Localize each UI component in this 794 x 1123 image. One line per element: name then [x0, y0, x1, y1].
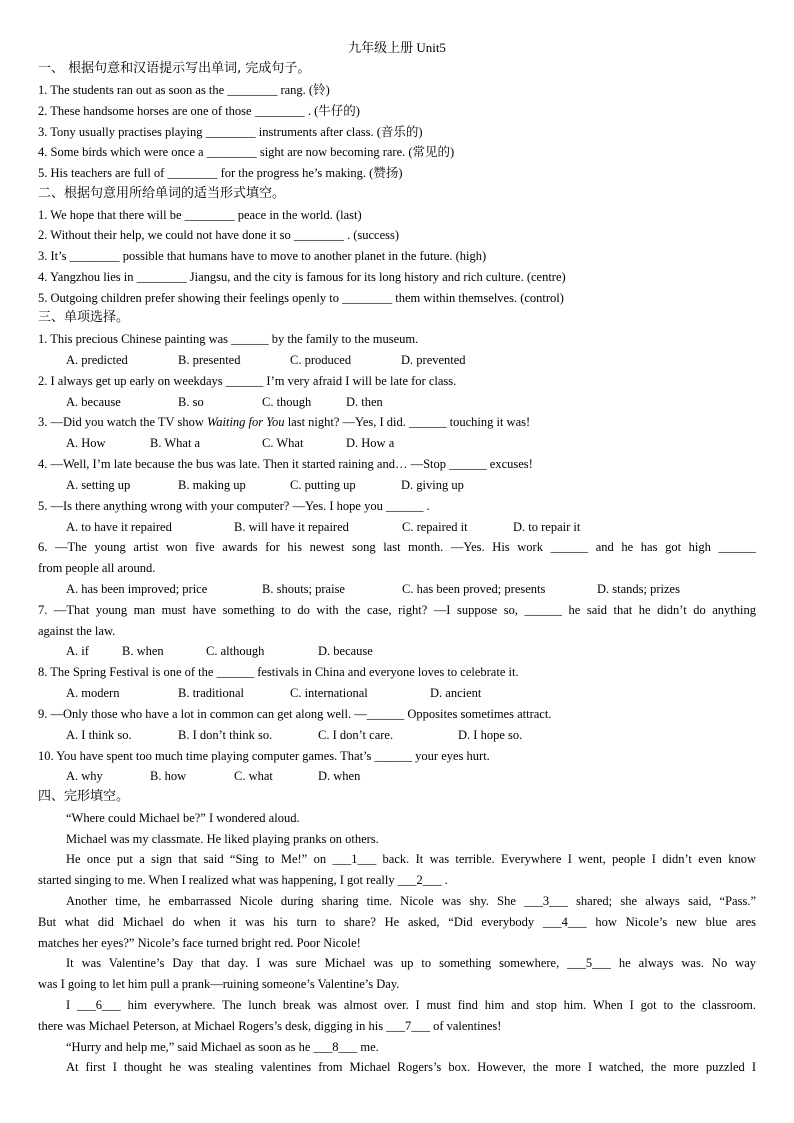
option: A. why [66, 769, 103, 783]
option: A. modern [66, 686, 120, 700]
section-3-heading: 三、单项选择。 [38, 310, 130, 325]
passage-line-3: He once put a sign that said “Sing to Me!” on ___1___ back. It was terrible. Everywhere I went, people I didn’t even know [66, 852, 756, 866]
option: A. predicted [66, 353, 128, 367]
passage-line-5: Another time, he embarrassed Nicole during sharing time. Nicole was shy. She ___3___ shared; she always said, “Pass.” [66, 894, 756, 908]
option: B. What a [150, 436, 201, 450]
option: D. to repair it [513, 520, 581, 534]
s1-item-1: 1. The students ran out as soon as the ________ rang. (铃) [38, 83, 330, 97]
option: A. How [66, 436, 106, 450]
question-6-line-2: from people all around. [38, 561, 156, 575]
option: B. shouts; praise [262, 582, 345, 596]
passage-line-12: “Hurry and help me,” said Michael as soon as he ___8___ me. [66, 1040, 379, 1054]
option: D. ancient [430, 686, 482, 700]
passage-line-2: Michael was my classmate. He liked playing pranks on others. [66, 832, 379, 846]
s2-item-2: 2. Without their help, we could not have done it so ________ . (success) [38, 228, 400, 242]
option: A. to have it repaired [66, 520, 172, 534]
s1-item-4: 4. Some birds which were once a ________ sight are now becoming rare. (常见的) [38, 145, 455, 159]
option: C. international [290, 686, 368, 700]
option: A. because [66, 395, 121, 409]
question-7-line-1: 7. —That young man must have something to do with the case, right? —I suppose so, ______ he said that he didn’t do anything [38, 603, 756, 617]
option: C. produced [290, 353, 352, 367]
question-4: 4. —Well, I’m late because the bus was late. Then it started raining and… —Stop ______ excuses! [38, 457, 533, 471]
option: B. how [150, 769, 187, 783]
option: B. making up [178, 478, 246, 492]
passage-line-10: I ___6___ him everywhere. The lunch break was almost over. I must find him and stop him. When I got to the classroom. [66, 998, 756, 1012]
question-6-line-1: 6. —The young artist won five awards for his newest song last month. —Yes. His work ______ and he has got high ______ [38, 540, 756, 554]
question-8: 8. The Spring Festival is one of the ______ festivals in China and everyone loves to celebrate it. [38, 665, 519, 679]
option: D. then [346, 395, 383, 409]
option: D. I hope so. [458, 728, 523, 742]
option: D. giving up [401, 478, 464, 492]
show-title: Waiting for You [206, 415, 285, 429]
option: D. How a [346, 436, 395, 450]
question-2: 2. I always get up early on weekdays ______ I’m very afraid I will be late for class. [38, 374, 457, 388]
option: C. What [262, 436, 304, 450]
option: A. setting up [66, 478, 131, 492]
question-1: 1. This precious Chinese painting was ______ by the family to the museum. [38, 332, 419, 346]
option: C. putting up [290, 478, 356, 492]
question-3-text-b: last night? —Yes, I did. ______ touching it was! [284, 415, 531, 429]
option: B. presented [178, 353, 241, 367]
passage-line-8: It was Valentine’s Day that day. I was sure Michael was up to something somewhere, ___5___ he always was. No way [66, 956, 756, 970]
option: B. traditional [178, 686, 244, 700]
s2-item-1: 1. We hope that there will be ________ peace in the world. (last) [38, 208, 362, 222]
question-3-text-a: 3. —Did you watch the TV show [38, 415, 207, 429]
passage-line-11: there was Michael Peterson, at Michael Rogers’s desk, digging in his ___7___ of valentines! [38, 1019, 502, 1033]
question-3 [38, 414, 530, 430]
option: A. has been improved; price [66, 582, 208, 596]
option: A. I think so. [66, 728, 132, 742]
passage-line-4: started singing to me. When I realized what was happening, I got really ___2___ . [38, 873, 448, 887]
option: C. I don’t care. [318, 728, 394, 742]
option: C. though [262, 395, 312, 409]
option: B. when [122, 644, 164, 658]
section-1-heading: 一、 根据句意和汉语提示写出单词, 完成句子。 [38, 61, 311, 76]
option: D. stands; prizes [597, 582, 680, 596]
section-4-heading: 四、完形填空。 [38, 789, 130, 804]
option: C. what [234, 769, 273, 783]
passage-line-1: “Where could Michael be?” I wondered aloud. [66, 811, 300, 825]
s2-item-4: 4. Yangzhou lies in ________ Jiangsu, and the city is famous for its long history and rich culture. (centre) [38, 270, 566, 284]
question-9: 9. —Only those who have a lot in common can get along well. —______ Opposites sometimes attract. [38, 707, 552, 721]
question-7-line-2: against the law. [38, 624, 116, 638]
option: D. when [318, 769, 361, 783]
s1-item-3: 3. Tony usually practises playing ________ instruments after class. (音乐的) [38, 125, 423, 139]
option: C. although [206, 644, 265, 658]
option: B. so [178, 395, 204, 409]
s1-item-5: 5. His teachers are full of ________ for the progress he’s making. (赞扬) [38, 166, 403, 180]
option: D. prevented [401, 353, 466, 367]
page-title: 九年级上册 Unit5 [348, 40, 446, 55]
passage-line-6: But what did Michael do when it was his turn to share? He asked, “Did everybody ___4___ how Nicole’s new blue ares [38, 915, 756, 929]
passage-line-7: matches her eyes?” Nicole’s face turned bright red. Poor Nicole! [38, 936, 361, 950]
option: D. because [318, 644, 373, 658]
passage-line-13: At first I thought he was stealing valentines from Michael Rogers’s box. However, the more I watched, the more puzzled I [66, 1060, 756, 1074]
s1-item-2: 2. These handsome horses are one of those ________ . (牛仔的) [38, 104, 360, 118]
section-2-heading: 二、根据句意用所给单词的适当形式填空。 [38, 186, 286, 201]
option: B. will have it repaired [234, 520, 349, 534]
option: C. has been proved; presents [402, 582, 546, 596]
option: C. repaired it [402, 520, 468, 534]
s2-item-3: 3. It’s ________ possible that humans have to move to another planet in the future. (high) [38, 249, 487, 263]
question-5: 5. —Is there anything wrong with your computer? —Yes. I hope you ______ . [38, 499, 430, 513]
option: A. if [66, 644, 89, 658]
s2-item-5: 5. Outgoing children prefer showing their feelings openly to ________ them within themselves. (control) [38, 291, 564, 305]
question-10: 10. You have spent too much time playing computer games. That’s ______ your eyes hurt. [38, 749, 490, 763]
option: B. I don’t think so. [178, 728, 273, 742]
passage-line-9: was I going to let him pull a prank—ruining someone’s Valentine’s Day. [38, 977, 400, 991]
